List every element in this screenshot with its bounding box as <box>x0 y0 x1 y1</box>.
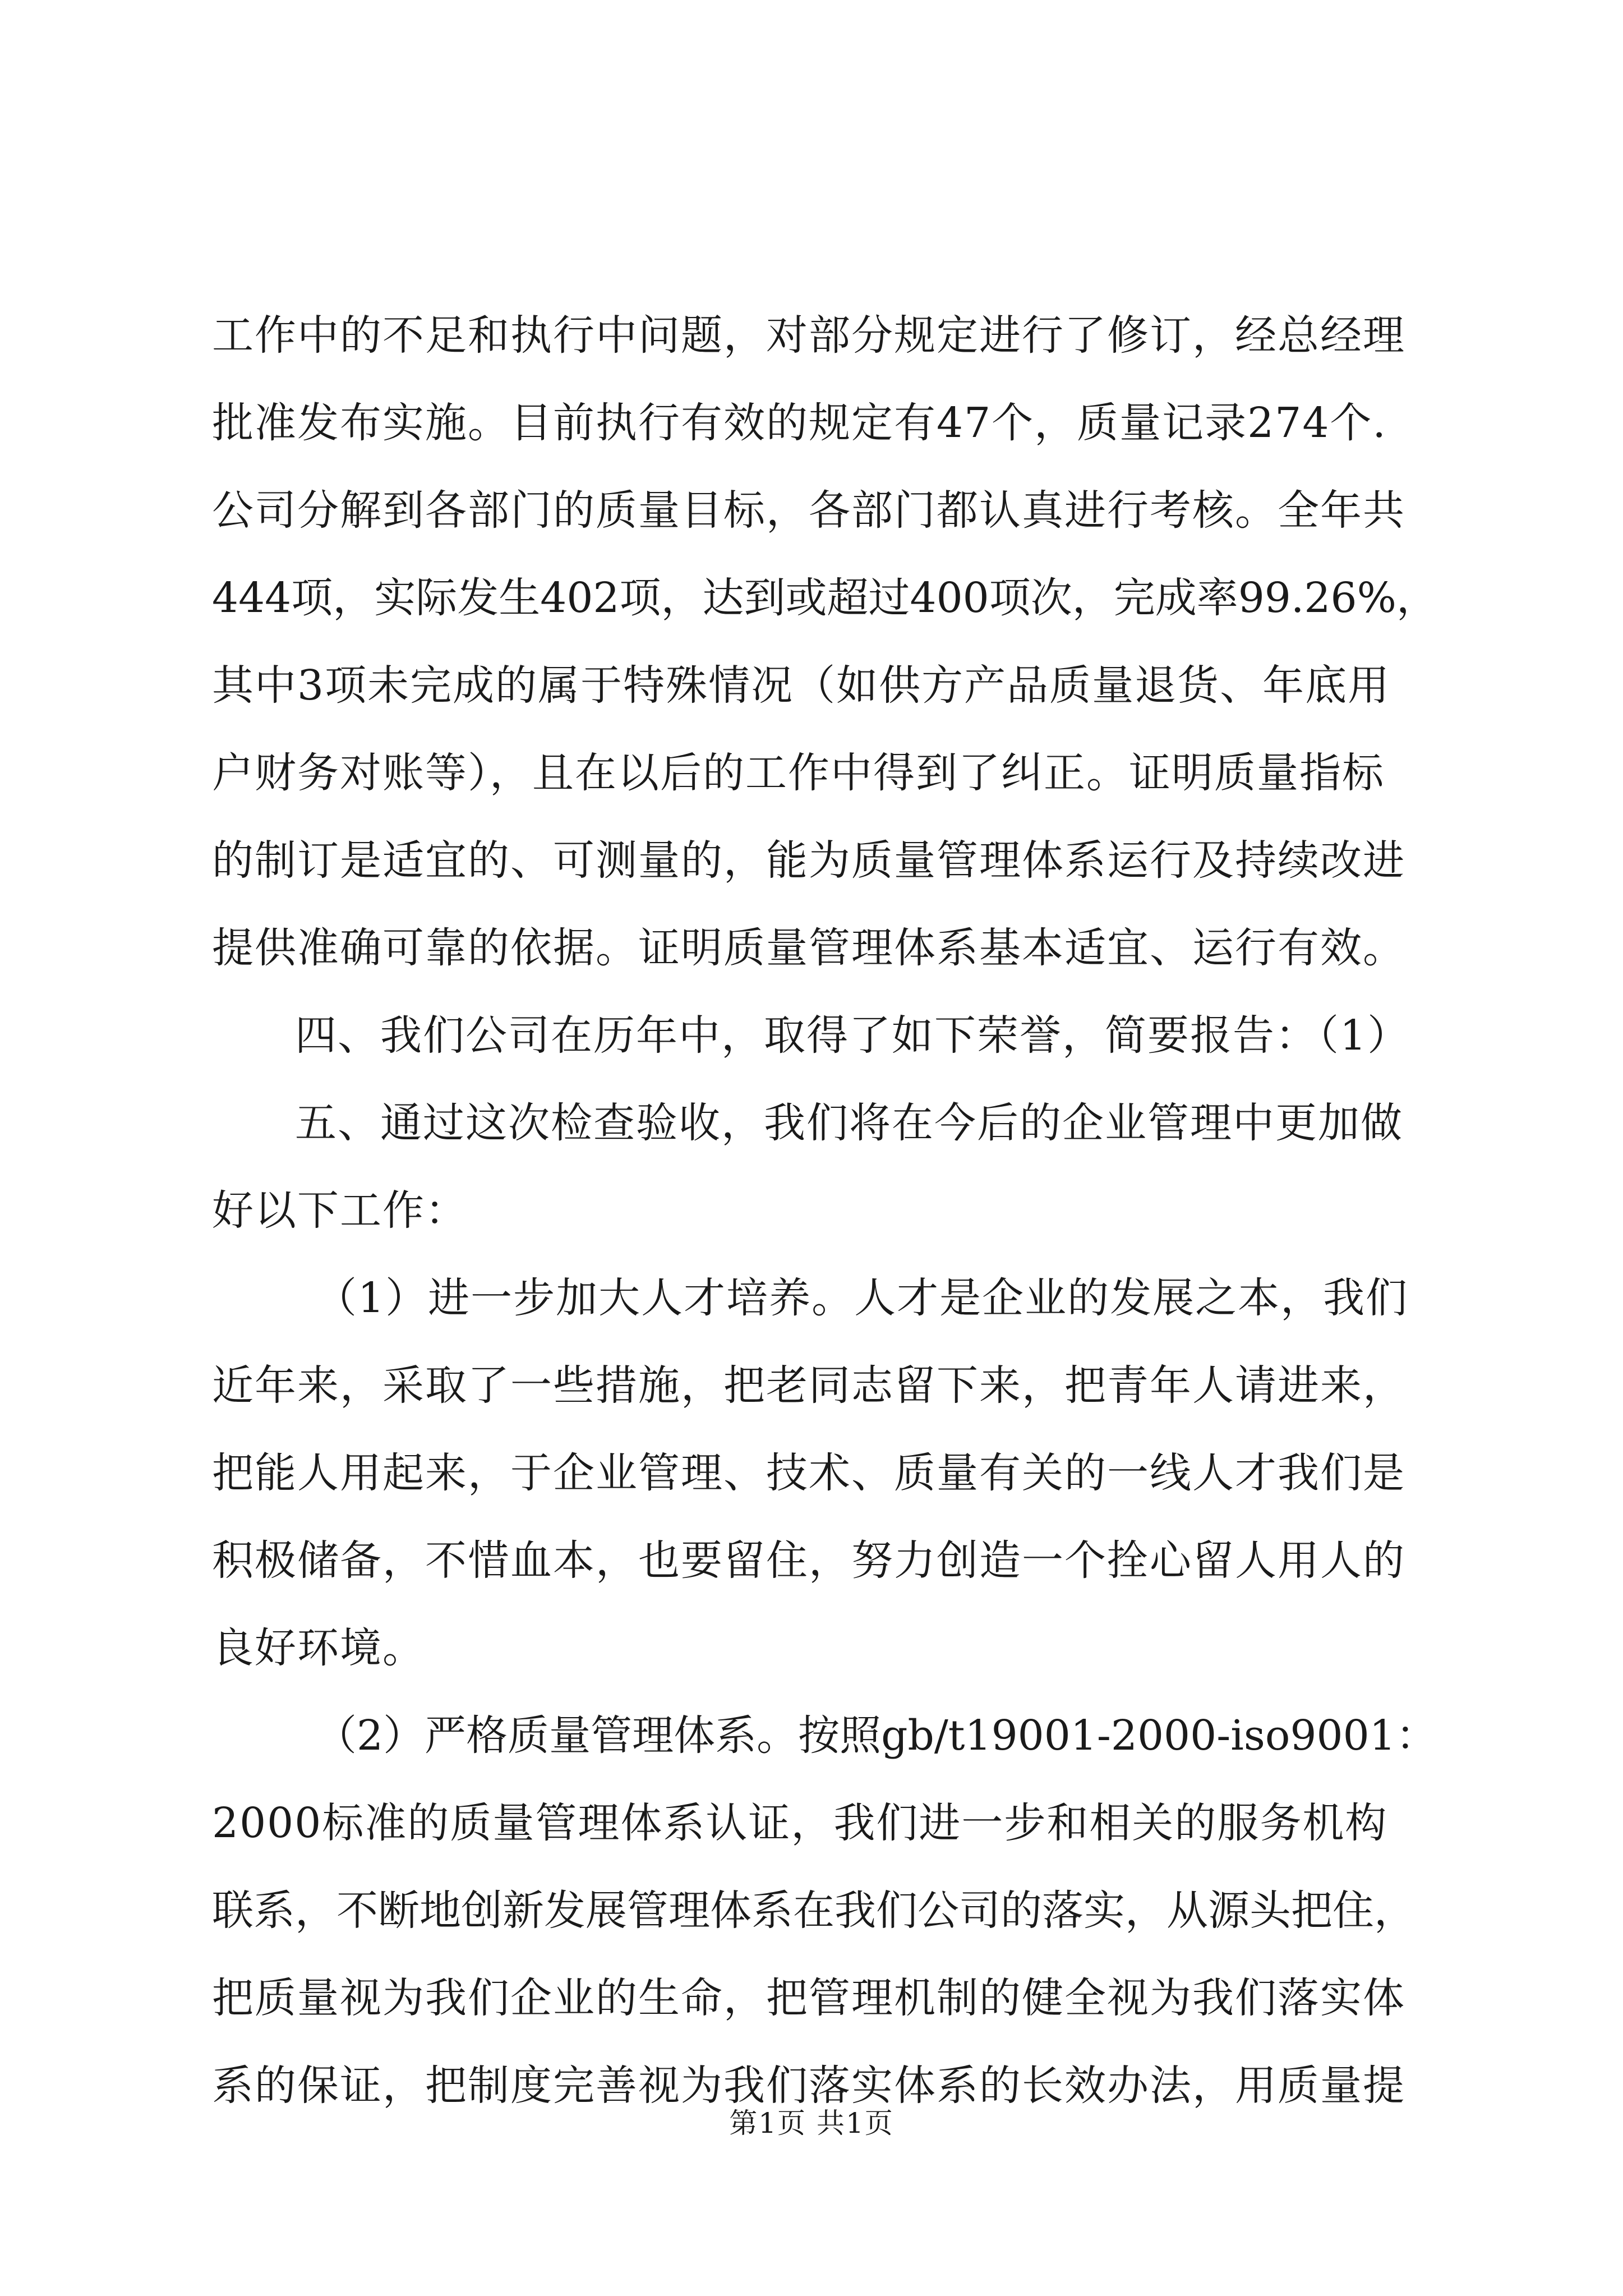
text-line: 工作中的不足和执行中问题，对部分规定进行了修订，经总经理 <box>212 311 1405 360</box>
text-line: （2）严格质量管理体系。按照gb/t19001-2000-iso9001： <box>315 1711 1437 1760</box>
text-line: 的制订是适宜的、可测量的，能为质量管理体系运行及持续改进 <box>212 836 1405 885</box>
text-line: 好以下工作： <box>212 1186 468 1235</box>
text-line: 联系，不断地创新发展管理体系在我们公司的落实，从源头把住， <box>212 1887 1415 1935</box>
text-line: 2000标准的质量管理体系认证，我们进一步和相关的服务机构 <box>212 1799 1388 1847</box>
page-number-label: 第1页 共1页 <box>729 2107 894 2139</box>
text-line: 户财务对账等），且在以后的工作中得到了纠正。证明质量指标 <box>212 749 1385 797</box>
text-line: 把质量视为我们企业的生命，把管理机制的健全视为我们落实体 <box>212 1974 1405 2022</box>
text-line: 四、我们公司在历年中，取得了如下荣誉，简要报告：（1） <box>295 1011 1410 1060</box>
text-line: 444项，实际发生402项，达到或超过400项次，完成率99.26%， <box>212 574 1438 622</box>
text-line: 批准发布实施。目前执行有效的规定有47个，质量记录274个. <box>212 399 1387 447</box>
text-line: 积极储备，不惜血本，也要留住，努力创造一个拴心留人用人的 <box>212 1536 1405 1585</box>
text-line: 把能人用起来，于企业管理、技术、质量有关的一线人才我们是 <box>212 1449 1405 1497</box>
text-line: 系的保证，把制度完善视为我们落实体系的长效办法，用质量提 <box>212 2062 1405 2110</box>
text-line: 公司分解到各部门的质量目标，各部门都认真进行考核。全年共 <box>212 486 1405 535</box>
page-footer <box>0 2104 1623 2143</box>
text-line: 其中3项未完成的属于特殊情况（如供方产品质量退货、年底用 <box>212 661 1391 710</box>
text-line: 良好环境。 <box>212 1624 425 1672</box>
text-line: 五、通过这次检查验收，我们将在今后的企业管理中更加做 <box>295 1099 1403 1147</box>
body-text <box>212 292 1438 2129</box>
text-line: 提供准确可靠的依据。证明质量管理体系基本适宜、运行有效。 <box>212 924 1405 972</box>
text-line: 近年来，采取了一些措施，把老同志留下来，把青年人请进来， <box>212 1361 1405 1410</box>
text-line: （1）进一步加大人才培养。人才是企业的发展之本，我们 <box>315 1274 1409 1322</box>
